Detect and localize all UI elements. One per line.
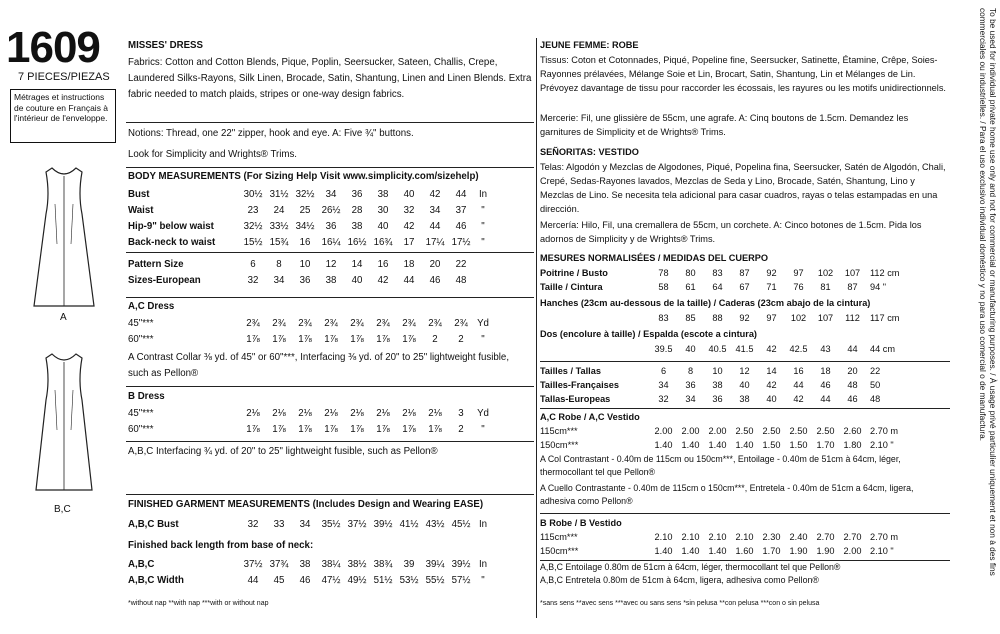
ac-metric-table [540, 424, 916, 452]
divider [540, 361, 950, 362]
table-row: A,B,C 37½ 37¾ 38 38¼ 38½ 38¾ 39 39¼ 39½ In [128, 558, 488, 570]
divider [126, 252, 534, 253]
back-length-label: Finished back length from base of neck: [128, 540, 314, 551]
table-row: 83 85 88 92 97 102 107 112 117 cm [658, 313, 900, 323]
ac-robe-label: A,C Robe / A,C Vestido [540, 412, 640, 422]
divider [126, 441, 534, 442]
trims-text: Look for Simplicity and Wrights® Trims. [128, 149, 298, 160]
merceria-text: Mercería: Hilo, Fil, una cremallera de 55cm, un corchete. A: Cinco botones de 1.5cm. Pida los adornos de Simplicity y de Wrights® Trims. [540, 220, 922, 244]
fabrics-text: Fabrics: Cotton and Cotton Blends, Pique, Poplin, Seersucker, Sateen, Challis, Crepe, Laundered Silks-Rayons, Silk Linen, Brocade, Satin, Shantung, Linen and Linen Blends. Extra fabric needed to match plaids, stripes or one-way design fabrics. [128, 57, 532, 100]
table-row: Waist 23 24 25 26½ 28 30 32 34 37 " [128, 204, 485, 216]
tissus-text: Tissus: Coton et Cotonnades, Piqué, Popeline fine, Seersucker, Satinette, Étamine, Crêpe, Soies-Rayonnes prélavées, Mélange Soie et Lin, Brocart, Satin, Shantung, Lin et Mélanges de Lin. Prévoyez davantage de tissu pour raccorder les écossais, les rayures ou les motifs unidirectionnels. [540, 55, 946, 93]
body-measurements-table [128, 186, 492, 250]
french-instructions-note: Métrages et instructions de couture en Français à l'intérieur de l'enveloppe. [10, 89, 116, 143]
pattern-number: 1609 [6, 23, 100, 72]
hanches-label: Hanches (23cm au-dessous de la taille) / Caderas (23cm abajo de la cintura) [540, 298, 871, 308]
table-row: Taille / Cintura 58 61 64 67 71 76 81 87 94 " [540, 282, 887, 292]
dos-table [540, 342, 916, 356]
table-row: 39.5 40 40.5 41.5 42 42.5 43 44 44 cm [654, 344, 896, 354]
finished-length-table [128, 556, 492, 588]
french-spanish-panel [540, 0, 952, 634]
hanches-table [540, 311, 916, 325]
ac-dress-label: A,C Dress [128, 301, 175, 312]
english-panel [126, 0, 536, 634]
table-row: 60"*** 1⅞ 1⅞ 1⅞ 1⅞ 1⅞ 1⅞ 1⅞ 1⅞ 2 " [128, 423, 485, 435]
divider [540, 408, 950, 409]
b-robe-label: B Robe / B Vestido [540, 518, 622, 528]
divider [126, 386, 534, 387]
metric-footnote: *sans sens **avec sens ***avec ou sans sens *sin pelusa **con pelusa ***con o sin pelusa [540, 600, 820, 607]
cuello-contrastante-text: A Cuello Contrastante - 0.40m de 115cm o 150cm***, Entretela - 0.40m de 51cm a 64cm, ligera, adhesiva como Pellon® [540, 483, 914, 506]
b-dress-label: B Dress [128, 391, 165, 402]
notions-text: Notions: Thread, one 22" zipper, hook and eye. A: Five ¾" buttons. [128, 128, 414, 139]
table-row: 45"*** 2¾ 2¾ 2¾ 2¾ 2¾ 2¾ 2¾ 2¾ 2¾ Yd [128, 317, 489, 329]
usage-note-text: To be used for individual private home use only and not for commercial or manufacturing purposes. / À usage privé particulier uniquement et non à des fins commerciales ou industrielles. / Para el uso exclusivo individual doméstico y no para uso comercial o de manufactura. [978, 8, 998, 576]
dress-a-back-sketch [24, 164, 104, 314]
table-row: Pattern Size 6 8 10 12 14 16 18 20 22 [128, 258, 467, 270]
table-row: Tallas-Europeas 32 34 36 38 40 42 44 46 48 [540, 394, 881, 404]
finished-bust-table [128, 516, 492, 532]
ac-yardage-table [128, 315, 492, 347]
body-measurements-header: BODY MEASUREMENTS (For Sizing Help Visit www.simplicity.com/sizehelp) [128, 171, 479, 182]
english-title: MISSES' DRESS [128, 40, 203, 51]
table-row: A,B,C Bust 32 33 34 35½ 37½ 39½ 41½ 43½ 45½ In [128, 518, 488, 530]
b-metric-table [540, 530, 916, 558]
table-row: 60"*** 1⅞ 1⅞ 1⅞ 1⅞ 1⅞ 1⅞ 1⅞ 2 2 " [128, 333, 485, 345]
divider [540, 513, 950, 514]
telas-text: Telas: Algodón y Mezclas de Algodones, Piqué, Popelina fina, Seersucker, Satén de Algodón, Chali, Crepé, Sedas-Rayones lavados, Mezclas de Seda y Lino, Brocade, Satén, Shantung, Lino y Mezclas de Lino. Se necesita tela adicional para casar cuadros, rayas o telas estampadas en una dirección. [540, 162, 946, 214]
size-table [128, 256, 492, 288]
a-contrast-collar-text: A Contrast Collar ⅜ yd. of 45" or 60"***, Interfacing ⅜ yd. of 20" to 25" lightweight fusible, such as Pellon® [128, 352, 510, 379]
table-row: Poitrine / Busto 78 80 83 87 92 97 102 107 112 cm [540, 268, 900, 278]
abc-entoilage-text: A,B,C Entoilage 0.80m de 51cm à 64cm, léger, thermocollant tel que Pellon® [540, 562, 841, 572]
french-title: JEUNE FEMME: ROBE [540, 40, 639, 50]
usage-note-vertical [958, 8, 998, 628]
left-panel [0, 0, 118, 634]
table-row: Tailles-Françaises 34 36 38 40 42 44 46 48 50 [540, 380, 881, 390]
table-row: Sizes-European 32 34 36 38 40 42 44 46 48 [128, 274, 467, 286]
b-yardage-table [128, 405, 492, 437]
view-a-label: A [60, 312, 67, 323]
table-row: Bust 30½ 31½ 32½ 34 36 38 40 42 44 In [128, 188, 488, 200]
table-row: 150cm*** 1.40 1.40 1.40 1.60 1.70 1.90 1.90 2.00 2.10 " [540, 546, 894, 556]
table-row: A,B,C Width 44 45 46 47½ 49½ 51½ 53½ 55½ 57½ " [128, 574, 485, 586]
metric-header: MESURES NORMALISÉES / MEDIDAS DEL CUERPO [540, 253, 769, 263]
finished-measurements-header: FINISHED GARMENT MEASUREMENTS (Includes Design and Wearing EASE) [128, 499, 484, 510]
spanish-title: SEÑORITAS: VESTIDO [540, 147, 639, 157]
english-footnote: *without nap **with nap ***with or without nap [128, 600, 269, 607]
column-divider [536, 38, 537, 618]
divider [126, 122, 534, 123]
view-bc-label: B,C [54, 504, 71, 515]
tailles-table [540, 364, 916, 406]
table-row: Tailles / Tallas 6 8 10 12 14 16 18 20 22 [540, 366, 881, 376]
table-row: 115cm*** 2.10 2.10 2.10 2.10 2.30 2.40 2.70 2.70 2.70 m [540, 532, 899, 542]
divider [126, 167, 534, 168]
divider [126, 494, 534, 495]
table-row: Hip-9" below waist 32½ 33½ 34½ 36 38 40 42 44 46 " [128, 220, 485, 232]
abc-interfacing-text: A,B,C Interfacing ¾ yd. of 20" to 25" lightweight fusible, such as Pellon® [128, 446, 438, 457]
table-row: Back-neck to waist 15½ 15¾ 16 16¼ 16½ 16¾ 17 17¼ 17½ " [128, 236, 485, 248]
dos-label: Dos (encolure à taille) / Espalda (escote a cintura) [540, 329, 757, 339]
table-row: 150cm*** 1.40 1.40 1.40 1.40 1.50 1.50 1.70 1.80 2.10 " [540, 440, 894, 450]
table-row: 45"*** 2⅛ 2⅛ 2⅛ 2⅛ 2⅛ 2⅛ 2⅛ 2⅛ 3 Yd [128, 407, 489, 419]
metric-body-table [540, 266, 916, 294]
dress-bc-back-sketch [24, 350, 104, 500]
abc-entretela-text: A,B,C Entretela 0.80m de 51cm à 64cm, ligera, adhesiva como Pellon® [540, 575, 819, 585]
col-contrastant-text: A Col Contrastant - 0.40m de 115cm ou 150cm***, Entoilage - 0.40m de 51cm à 64cm, léger, thermocollant tel que Pellon® [540, 454, 901, 477]
mercerie-text: Mercerie: Fil, une glissière de 55cm, une agrafe. A: Cinq boutons de 1.5cm. Demandez les garnitures de Simplicity et de Wrights® Trims. [540, 113, 909, 137]
table-row: 115cm*** 2.00 2.00 2.00 2.50 2.50 2.50 2.50 2.60 2.70 m [540, 426, 899, 436]
divider [126, 297, 534, 298]
pieces-count: 7 PIECES/PIEZAS [18, 71, 110, 83]
